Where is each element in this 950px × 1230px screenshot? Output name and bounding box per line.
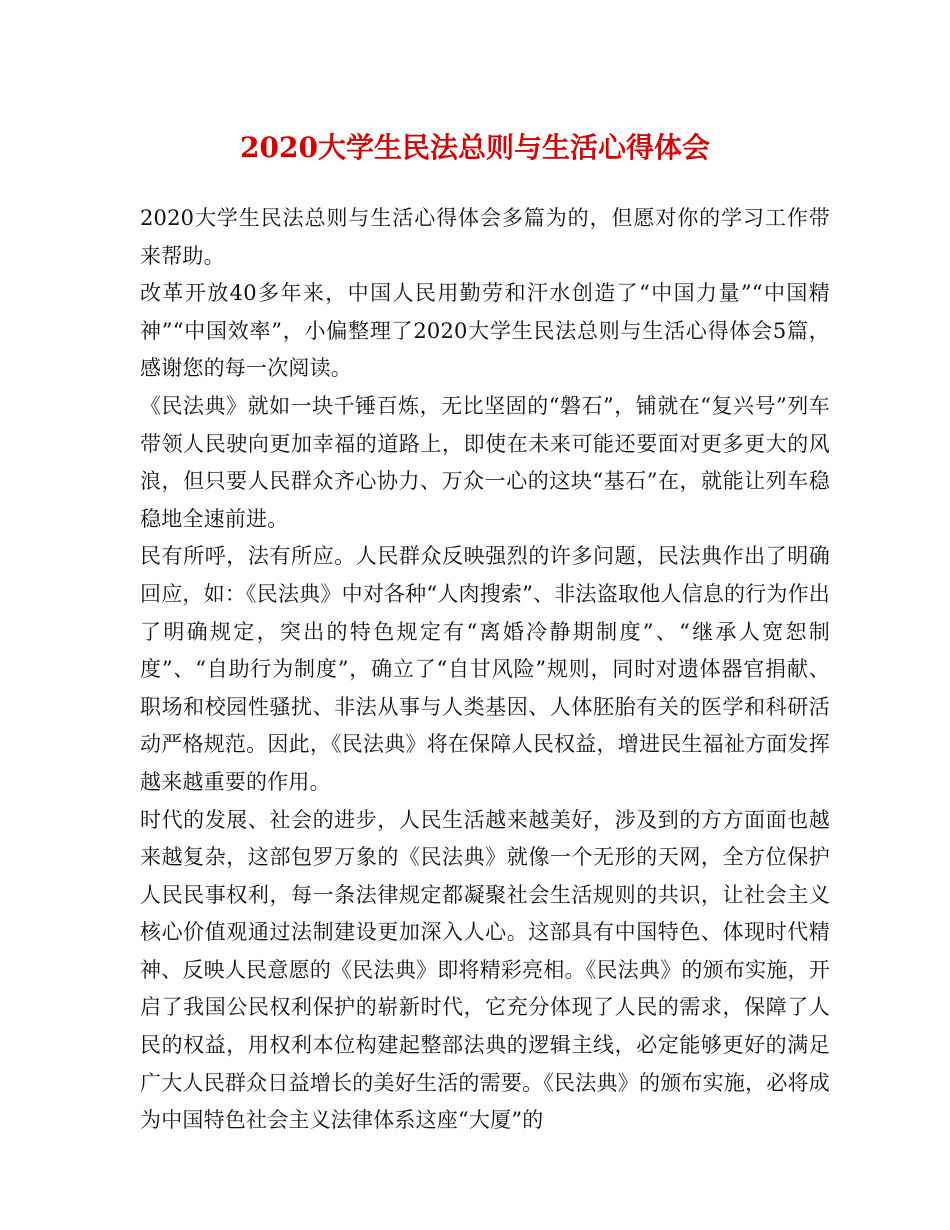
paragraph-reform: 改革开放40多年来，中国人民用勤劳和汗水创造了“中国力量”“中国精神”“中国效率”，小偏整理了2020大学生民法总则与生活心得体会5篇，感谢您的每一次阅读。 [140,281,830,381]
paragraph-public-concerns: 民有所呼，法有所应。人民群众反映强烈的许多问题，民法典作出了明确回应，如：《民法典》中对各种“人肉搜索”、非法盗取他人信息的行为作出了明确规定，突出的特色规定有“离婚冷静期制度”、“继承人宽恕制度”、“自助行为制度”，确立了“自甘风险”规则，同时对遗体器官捐献、职场和校园性骚扰、非法从事与人类基因、人体胚胎有关的医学和科研活动严格规范。因此，《民法典》将在保障人民权益，增进民生福祉方面发挥越来越重要的作用。 [140,544,830,794]
paragraph-era-development: 时代的发展、社会的进步，人民生活越来越美好，涉及到的方方面面也越来越复杂，这部包罗万象的《民法典》就像一个无形的天网，全方位保护人民民事权利，每一条法律规定都凝聚社会生活规则的共识，让社会主义核心价值观通过法制建设更加深入人心。这部具有中国特色、体现时代精神、反映人民意愿的《民法典》即将精彩亮相。《民法典》的颁布实施，开启了我国公民权利保护的崭新时代，它充分体现了人民的需求，保障了人民的权益，用权利本位构建起整部法典的逻辑主线，必定能够更好的满足广大人民群众日益增长的美好生活的需要。《民法典》的颁布实施，必将成为中国特色社会主义法律体系这座“大厦”的 [140,807,830,1133]
paragraph-civil-code-cornerstone: 《民法典》就如一块千锤百炼，无比坚固的“磐石”，铺就在“复兴号”列车带领人民驶向更加幸福的道路上，即使在未来可能还要面对更多更大的风浪，但只要人民群众齐心协力、万众一心的这块“基石”在，就能让列车稳稳地全速前进。 [140,393,830,531]
document-body [140,200,830,1140]
document-title: 2020大学生民法总则与生活心得体会 [240,131,710,164]
paragraph-intro: 2020大学生民法总则与生活心得体会多篇为的，但愿对你的学习工作带来帮助。 [140,206,830,268]
